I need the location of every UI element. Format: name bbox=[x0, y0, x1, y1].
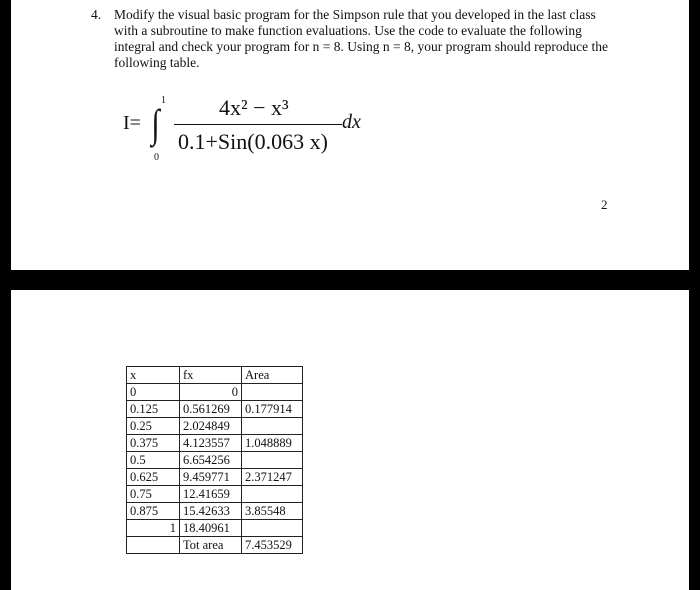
question-line: integral and check your program for n = 8. Using n = 8, your program should reproduce the bbox=[114, 39, 608, 54]
header-fx: fx bbox=[180, 367, 242, 384]
fraction-bar bbox=[174, 124, 342, 125]
cell-fx: 2.024849 bbox=[180, 418, 242, 435]
table-row bbox=[127, 435, 303, 452]
cell-area bbox=[242, 418, 303, 435]
cell-area bbox=[242, 452, 303, 469]
cell-x: 0.75 bbox=[127, 486, 180, 503]
cell-fx: 9.459771 bbox=[180, 469, 242, 486]
equation-lhs: I= bbox=[123, 112, 141, 134]
table-row bbox=[127, 418, 303, 435]
question-number: 4. bbox=[91, 7, 102, 22]
table-row bbox=[127, 520, 303, 537]
document-page-1 bbox=[11, 0, 689, 270]
total-label: Tot area bbox=[180, 537, 242, 554]
cell-x: 0.375 bbox=[127, 435, 180, 452]
document-page-2 bbox=[11, 290, 689, 590]
cell-x: 0.625 bbox=[127, 469, 180, 486]
lower-limit: 0 bbox=[154, 152, 159, 163]
header-x: x bbox=[127, 367, 180, 384]
question-line: following table. bbox=[114, 55, 200, 70]
table-row bbox=[127, 469, 303, 486]
table-total-row bbox=[127, 537, 303, 554]
header-area: Area bbox=[242, 367, 303, 384]
table-row bbox=[127, 452, 303, 469]
cell-fx: 4.123557 bbox=[180, 435, 242, 452]
cell-fx: 0.561269 bbox=[180, 401, 242, 418]
denominator: 0.1+Sin(0.063 x) bbox=[178, 129, 328, 154]
integral-sign: ∫ bbox=[151, 101, 160, 146]
page-number: 2 bbox=[601, 197, 608, 212]
cell-x: 0 bbox=[127, 384, 180, 401]
cell-x: 0.875 bbox=[127, 503, 180, 520]
upper-limit: 1 bbox=[161, 95, 166, 106]
numerator: 4x² − x³ bbox=[219, 95, 289, 120]
cell-area bbox=[242, 384, 303, 401]
simpson-table bbox=[126, 366, 303, 554]
cell-empty bbox=[127, 537, 180, 554]
differential: dx bbox=[342, 111, 361, 133]
cell-fx: 12.41659 bbox=[180, 486, 242, 503]
table-row bbox=[127, 401, 303, 418]
cell-x: 0.5 bbox=[127, 452, 180, 469]
total-value: 7.453529 bbox=[242, 537, 303, 554]
table-row bbox=[127, 384, 303, 401]
cell-area bbox=[242, 486, 303, 503]
table-row bbox=[127, 503, 303, 520]
cell-area: 1.048889 bbox=[242, 435, 303, 452]
question-line: Modify the visual basic program for the Simpson rule that you developed in the last class bbox=[114, 7, 596, 22]
question-line: with a subroutine to make function evaluations. Use the code to evaluate the following bbox=[114, 23, 582, 38]
table-header-row bbox=[127, 367, 303, 384]
cell-fx: 6.654256 bbox=[180, 452, 242, 469]
cell-x: 0.125 bbox=[127, 401, 180, 418]
cell-fx: 15.42633 bbox=[180, 503, 242, 520]
cell-fx: 0 bbox=[180, 384, 242, 401]
cell-x: 1 bbox=[127, 520, 180, 537]
cell-area bbox=[242, 520, 303, 537]
table-row bbox=[127, 486, 303, 503]
question-text bbox=[114, 7, 634, 71]
cell-x: 0.25 bbox=[127, 418, 180, 435]
cell-area: 0.177914 bbox=[242, 401, 303, 418]
cell-area: 2.371247 bbox=[242, 469, 303, 486]
cell-area: 3.85548 bbox=[242, 503, 303, 520]
cell-fx: 18.40961 bbox=[180, 520, 242, 537]
